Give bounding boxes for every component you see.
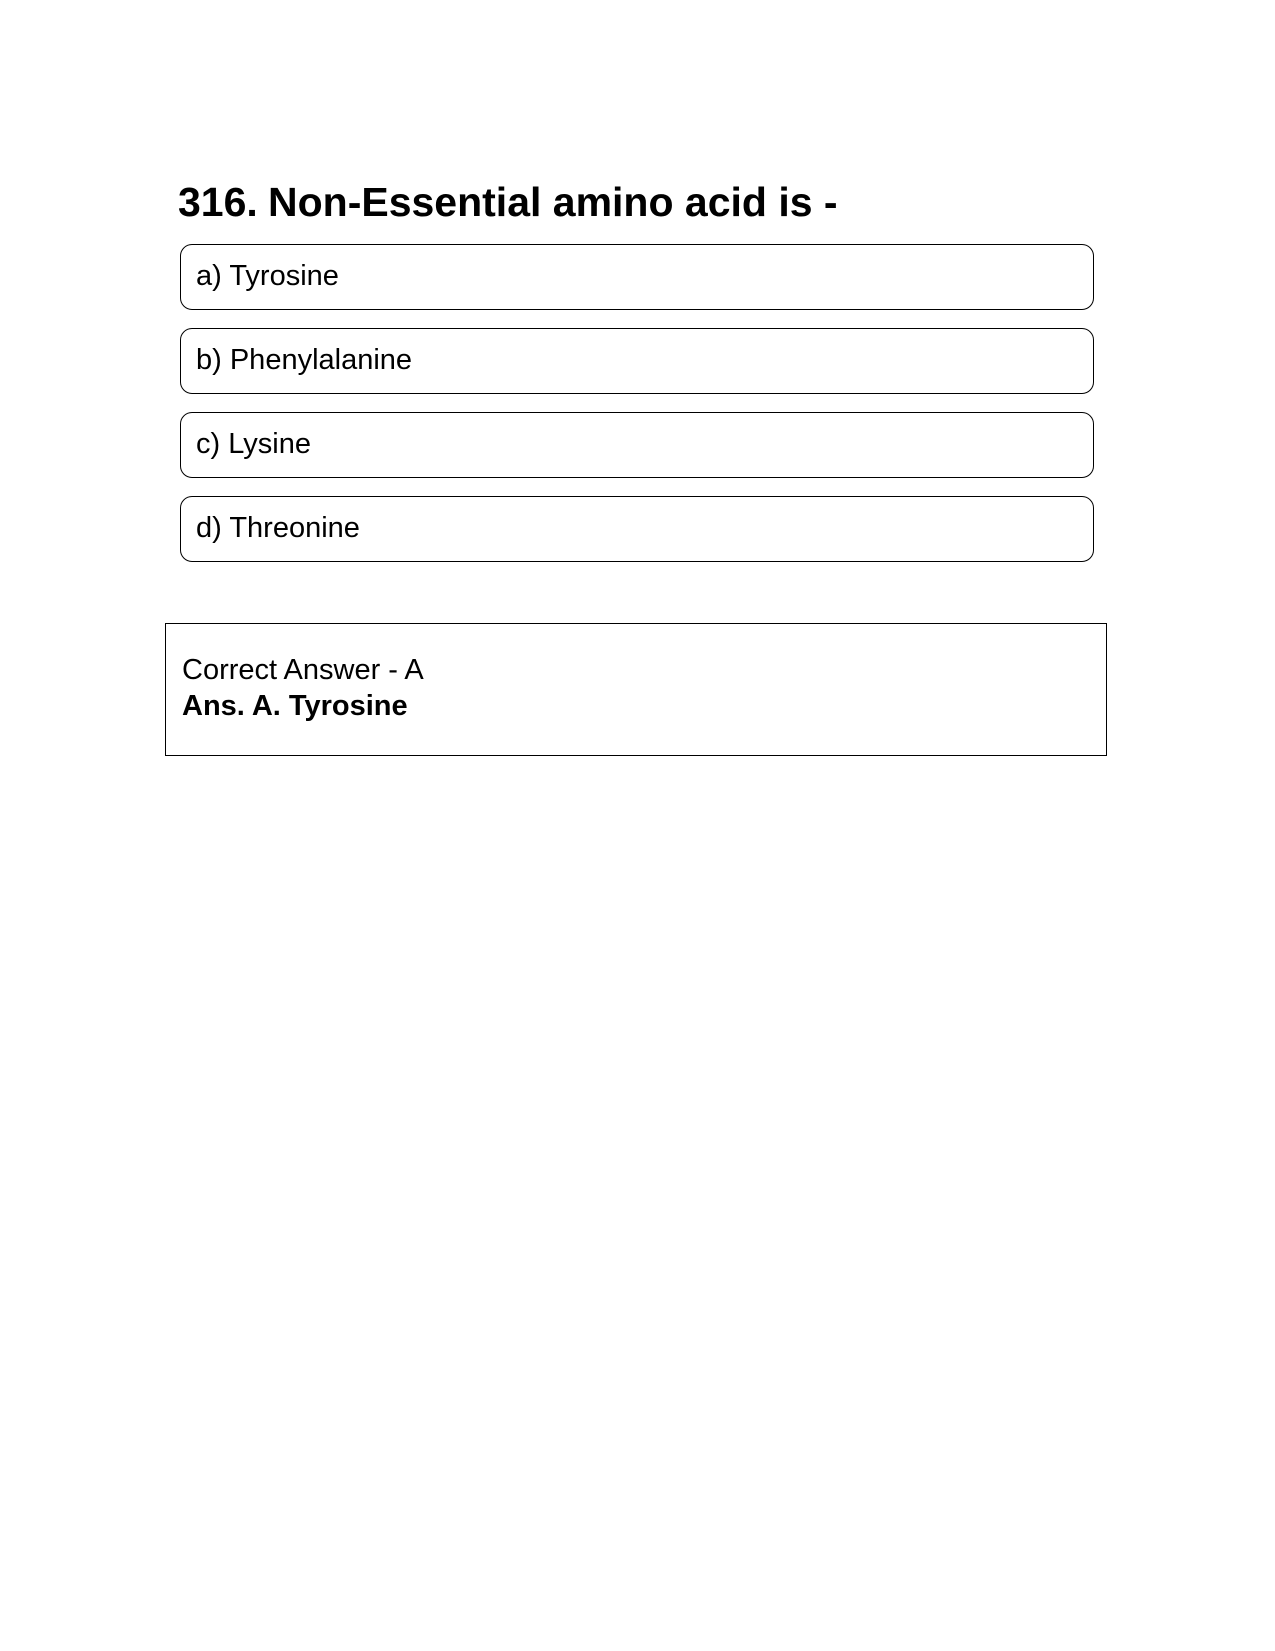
question-number: 316.	[178, 179, 258, 225]
option-d[interactable]: d) Threonine	[180, 496, 1094, 562]
option-c[interactable]: c) Lysine	[180, 412, 1094, 478]
question-heading	[178, 176, 838, 228]
option-b[interactable]: b) Phenylalanine	[180, 328, 1094, 394]
question-text: Non-Essential amino acid is -	[268, 179, 838, 225]
answer-box	[165, 623, 1107, 756]
answer-explanation: Ans. A. Tyrosine	[182, 690, 408, 722]
option-a[interactable]: a) Tyrosine	[180, 244, 1094, 310]
correct-answer-label: Correct Answer - A	[182, 654, 424, 686]
